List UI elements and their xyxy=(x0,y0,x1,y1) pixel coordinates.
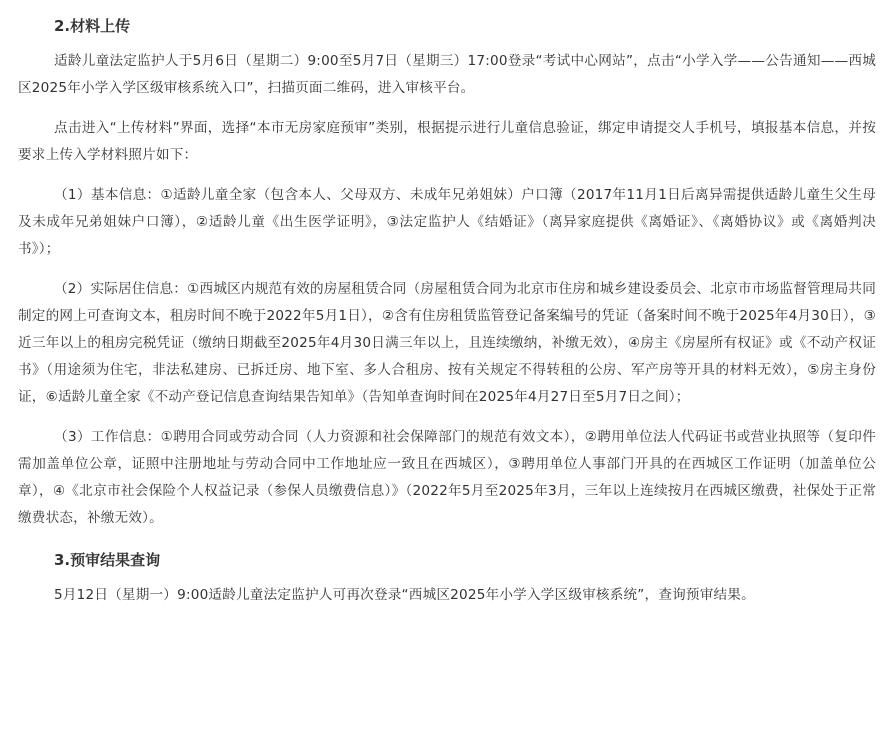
paragraph-residence-info: （2）实际居住信息：①西城区内规范有效的房屋租赁合同（房屋租赁合同为北京市住房和城乡建设委员会、北京市市场监督管理局共同制定的网上可查询文本，租房时间不晚于2022年5月1日），②含有住房租赁监管登记备案编号的凭证（备案时间不晚于2025年4月30日），③近三年以上的租房完税凭证（缴纳日期截至2025年4月30日满三年以上，且连续缴纳，补缴无效），④房主《房屋所有权证》或《不动产权证书》（用途须为住宅，非法私建房、已拆迁房、地下室、多人合租房、按有关规定不得转租的公房、军产房等开具的材料无效），⑤房主身份证，⑥适龄儿童全家《不动产登记信息查询结果告知单》（告知单查询时间在2025年4月27日至5月7日之间）； xyxy=(18,281,876,405)
paragraph-upload-steps: 点击进入“上传材料”界面，选择“本市无房家庭预审”类别，根据提示进行儿童信息验证，绑定申请提交人手机号，填报基本信息，并按要求上传入学材料照片如下： xyxy=(18,120,876,163)
paragraph-login-instructions: 适龄儿童法定监护人于5月6日（星期二）9:00至5月7日（星期三）17:00登录“考试中心网站”，点击“小学入学——公告通知——西城区2025年小学入学区级审核系统入口”，扫描页面二维码，进入审核平台。 xyxy=(18,53,876,96)
spacer xyxy=(18,38,876,48)
paragraph-work-info: （3）工作信息：①聘用合同或劳动合同（人力资源和社会保障部门的规范有效文本），②聘用单位法人代码证书或营业执照等（复印件需加盖单位公章，证照中注册地址与劳动合同中工作地址应一致且在西城区），③聘用单位人事部门开具的在西城区工作证明（加盖单位公章），④《北京市社会保险个人权益记录（参保人员缴费信息）》（2022年5月至2025年3月，三年以上连续按月在西城区缴费，社保处于正常缴费状态，补缴无效）。 xyxy=(18,429,876,526)
spacer xyxy=(18,532,876,548)
spacer xyxy=(18,102,876,115)
paragraph-result-query: 5月12日（星期一）9:00适龄儿童法定监护人可再次登录“西城区2025年小学入学区级审核系统”，查询预审结果。 xyxy=(54,587,755,603)
section-heading-result-query: 3.预审结果查询 xyxy=(54,551,161,569)
section-heading-material-upload: 2.材料上传 xyxy=(54,17,131,35)
spacer xyxy=(18,411,876,424)
spacer xyxy=(18,263,876,276)
paragraph-basic-info: （1）基本信息：①适龄儿童全家（包含本人、父母双方、未成年兄弟姐妹）户口簿（2017年11月1日后离异需提供适龄儿童生父生母及未成年兄弟姐妹户口簿），②适龄儿童《出生医学证明》，③法定监护人《结婚证》（离异家庭提供《离婚证》、《离婚协议》或《离婚判决书》）； xyxy=(18,187,876,257)
spacer xyxy=(18,169,876,182)
spacer xyxy=(18,572,876,582)
